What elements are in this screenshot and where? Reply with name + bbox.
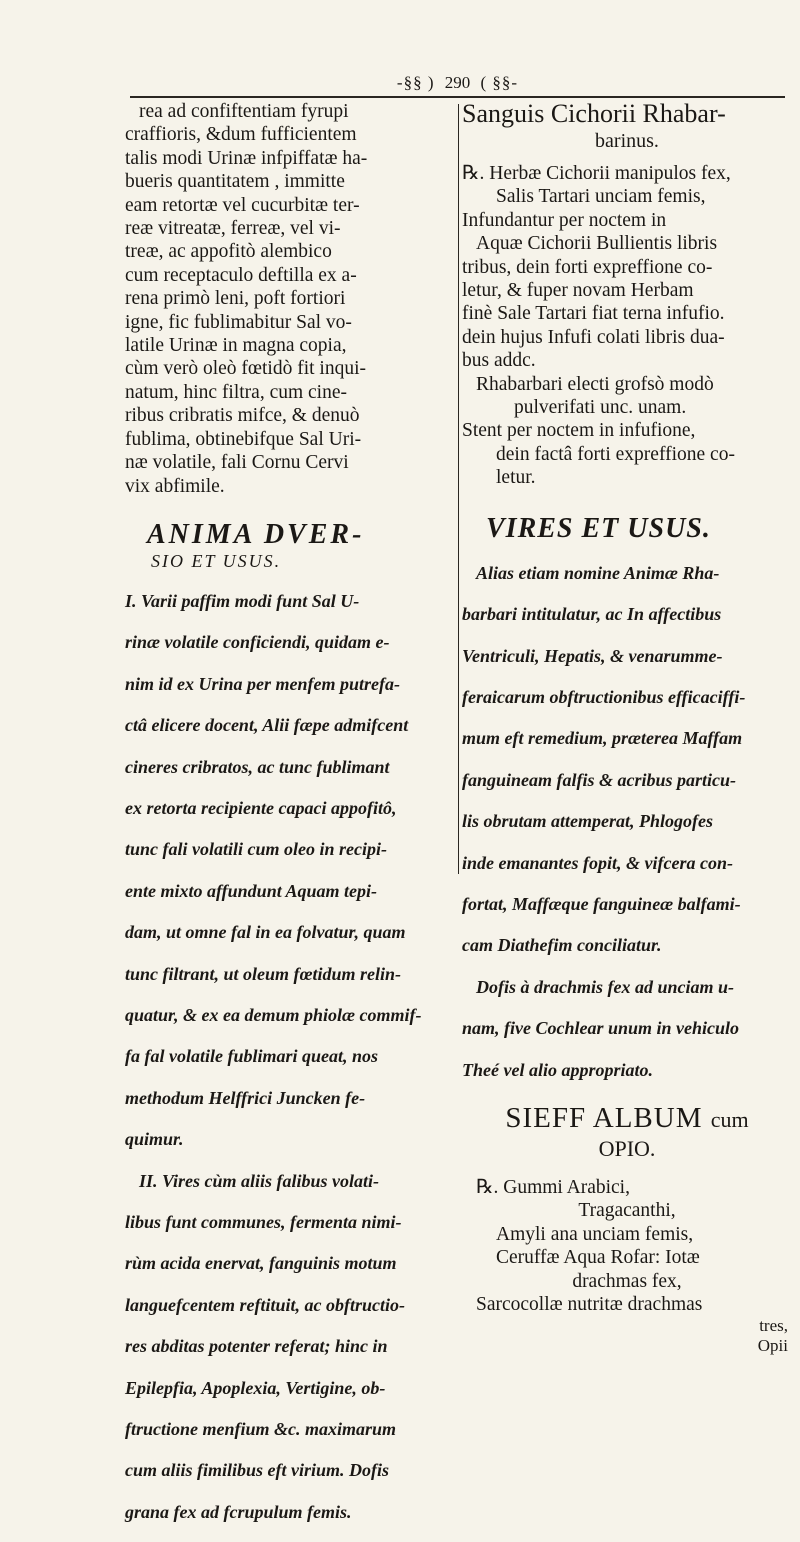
text-line: I. Varii paffim modi funt Sal U- bbox=[125, 590, 360, 611]
text-line: ftructione menfium &c. maximarum bbox=[125, 1419, 397, 1440]
text-line: tunc filtrant, ut oleum fœtidum relin- bbox=[125, 963, 402, 984]
text-line: natum, hinc filtra, cum cine- bbox=[125, 381, 348, 403]
text-line: ente mixto affundunt Aquam tepi- bbox=[125, 880, 378, 901]
text-line: lis obrutam attemperat, Phlogofes bbox=[462, 811, 714, 832]
text-line: quimur. bbox=[125, 1129, 184, 1150]
recipe-line: Sarcocollæ nutritæ drachmas bbox=[476, 1294, 703, 1315]
text-line: grana fex ad fcrupulum femis. bbox=[125, 1501, 352, 1522]
recipe-title-continued: barinus. bbox=[595, 130, 659, 152]
section-heading: ANIMA DVER- bbox=[147, 518, 365, 550]
text-line: fa fal volatile fublimari queat, nos bbox=[125, 1046, 379, 1067]
text-line: rena primò leni, poft fortiori bbox=[125, 288, 346, 310]
recipe-line: letur. bbox=[496, 467, 536, 489]
running-head bbox=[130, 70, 785, 98]
column-divider bbox=[458, 104, 459, 874]
ornament-right: ( §§- bbox=[480, 73, 519, 92]
text-line: næ volatile, fali Cornu Cervi bbox=[125, 452, 349, 474]
recipe-line: Aquæ Cichorii Bullientis libris bbox=[476, 233, 718, 255]
recipe-title: Sanguis Cichorii Rhabar- bbox=[462, 99, 726, 128]
recipe-title bbox=[462, 1102, 792, 1136]
recipe-line: Stent per noctem in infufione, bbox=[462, 420, 696, 442]
text-line: nam, five Cochlear unum in vehiculo bbox=[462, 1018, 740, 1039]
text-line: quatur, & ex ea demum phiolæ commif- bbox=[125, 1004, 422, 1025]
text-line: rùm acida enervat, fanguinis motum bbox=[125, 1253, 397, 1274]
text-line: Dofis à drachmis fex ad unciam u- bbox=[476, 976, 735, 997]
text-line: cùm verò oleò fœtidò fit inqui- bbox=[125, 358, 366, 380]
text-line: languefcentem reftituit, ac obftructio- bbox=[125, 1294, 405, 1315]
recipe-line: ℞. Herbæ Cichorii manipulos fex, bbox=[462, 163, 731, 184]
page-number: 290 bbox=[444, 73, 471, 92]
text-line: feraicarum obftructionibus efficaciffi- bbox=[462, 686, 746, 707]
text-line: igne, fic fublimabitur Sal vo- bbox=[125, 311, 352, 333]
text-line: treæ, ac appofitò alembico bbox=[125, 241, 332, 263]
text-line: res abditas potenter referat; hinc in bbox=[125, 1336, 388, 1357]
recipe-line: bus addc. bbox=[462, 350, 536, 372]
text-line: inde emanantes fopit, & vifcera con- bbox=[462, 852, 733, 873]
recipe-line: Infundantur per noctem in bbox=[462, 209, 667, 231]
right-column bbox=[462, 100, 792, 1356]
recipe-line: drachmas fex, bbox=[572, 1270, 682, 1292]
text-line: fanguineam falfis & acribus particu- bbox=[462, 769, 737, 790]
recipe-title-continued: OPIO. bbox=[598, 1135, 656, 1161]
section-body bbox=[462, 562, 792, 1082]
recipe-line: Salis Tartari unciam femis, bbox=[496, 186, 706, 208]
left-column bbox=[125, 100, 458, 1542]
catchword: Opii bbox=[757, 1336, 788, 1356]
text-line: mum eft remedium, præterea Maffam bbox=[462, 728, 743, 749]
section-heading-continued: SIO ET USUS. bbox=[151, 550, 282, 571]
recipe-title-main: SIEFF ALBUM bbox=[505, 1101, 703, 1134]
recipe-line: Ceruffæ Aqua Rofar: Iotæ bbox=[496, 1247, 700, 1269]
recipe-line: dein hujus Infufi colati libris dua- bbox=[462, 326, 725, 348]
section-heading: VIRES ET USUS. bbox=[486, 512, 711, 544]
recipe-line: tres, bbox=[759, 1316, 788, 1336]
section-body bbox=[125, 590, 458, 1524]
text-line: dam, ut omne fal in ea folvatur, quam bbox=[125, 922, 406, 943]
text-line: eam retortæ vel cucurbitæ ter- bbox=[125, 194, 360, 216]
recipe-line: finè Sale Tartari fiat terna infufio. bbox=[462, 303, 725, 325]
ornament-left: -§§ ) bbox=[396, 73, 435, 92]
text-line: tunc fali volatili cum oleo in recipi- bbox=[125, 839, 387, 860]
recipe-body bbox=[462, 1176, 792, 1356]
text-line: cineres cribratos, ac tunc fublimant bbox=[125, 756, 390, 777]
text-line: ribus cribratis mifce, & denuò bbox=[125, 405, 360, 427]
text-line: reæ vitreatæ, ferreæ, vel vi- bbox=[125, 218, 341, 240]
recipe-line: dein factâ forti expreffione co- bbox=[496, 443, 735, 465]
recipe-line: Tragacanthi, bbox=[578, 1200, 676, 1222]
text-line: Epilepfia, Apoplexia, Vertigine, ob- bbox=[125, 1377, 386, 1398]
text-line: Ventriculi, Hepatis, & venarumme- bbox=[462, 645, 723, 666]
text-line: barbari intitulatur, ac In affectibus bbox=[462, 604, 722, 625]
recipe-body bbox=[462, 162, 792, 490]
intro-paragraph bbox=[125, 100, 458, 498]
text-line: craffioris, &dum fufficientem bbox=[125, 124, 357, 146]
recipe-line: Amyli ana unciam femis, bbox=[496, 1223, 694, 1245]
text-line: rinæ volatile conficiendi, quidam e- bbox=[125, 632, 390, 653]
text-line: methodum Helffrici Juncken fe- bbox=[125, 1087, 366, 1108]
text-line: II. Vires cùm aliis falibus volati- bbox=[139, 1170, 380, 1191]
text-line: vix abfimile. bbox=[125, 475, 225, 497]
text-line: bueris quantitatem , immitte bbox=[125, 171, 345, 193]
text-line: Theé vel alio appropriato. bbox=[462, 1059, 653, 1080]
text-line: rea ad confiftentiam fyrupi bbox=[139, 101, 349, 122]
text-line: fortat, Maffæque fanguineæ balfami- bbox=[462, 893, 741, 914]
text-line: talis modi Urinæ infpiffatæ ha- bbox=[125, 147, 368, 169]
text-line: latile Urinæ in magna copia, bbox=[125, 335, 347, 357]
text-line: cum receptaculo deftilla ex a- bbox=[125, 264, 357, 286]
text-line: cum aliis fimilibus eft virium. Dofis bbox=[125, 1460, 390, 1481]
text-line: ctâ elicere docent, Alii fæpe admifcent bbox=[125, 715, 409, 736]
text-line: nim id ex Urina per menfem putrefa- bbox=[125, 673, 400, 694]
recipe-line: ℞. Gummi Arabici, bbox=[476, 1176, 630, 1198]
recipe-line: letur, & fuper novam Herbam bbox=[462, 280, 694, 302]
recipe-line: tribus, dein forti expreffione co- bbox=[462, 256, 713, 278]
text-line: fublima, obtinebifque Sal Uri- bbox=[125, 428, 362, 450]
text-line: cam Diathefim conciliatur. bbox=[462, 935, 662, 956]
recipe-line: pulverifati unc. unam. bbox=[514, 397, 687, 419]
recipe-title-cum: cum bbox=[710, 1106, 749, 1132]
text-line: Alias etiam nomine Animæ Rha- bbox=[476, 562, 720, 583]
recipe-line: Rhabarbari electi grofsò modò bbox=[476, 373, 714, 395]
text-line: libus funt communes, fermenta nimi- bbox=[125, 1212, 402, 1232]
text-line: ex retorta recipiente capaci appofitô, bbox=[125, 797, 397, 818]
